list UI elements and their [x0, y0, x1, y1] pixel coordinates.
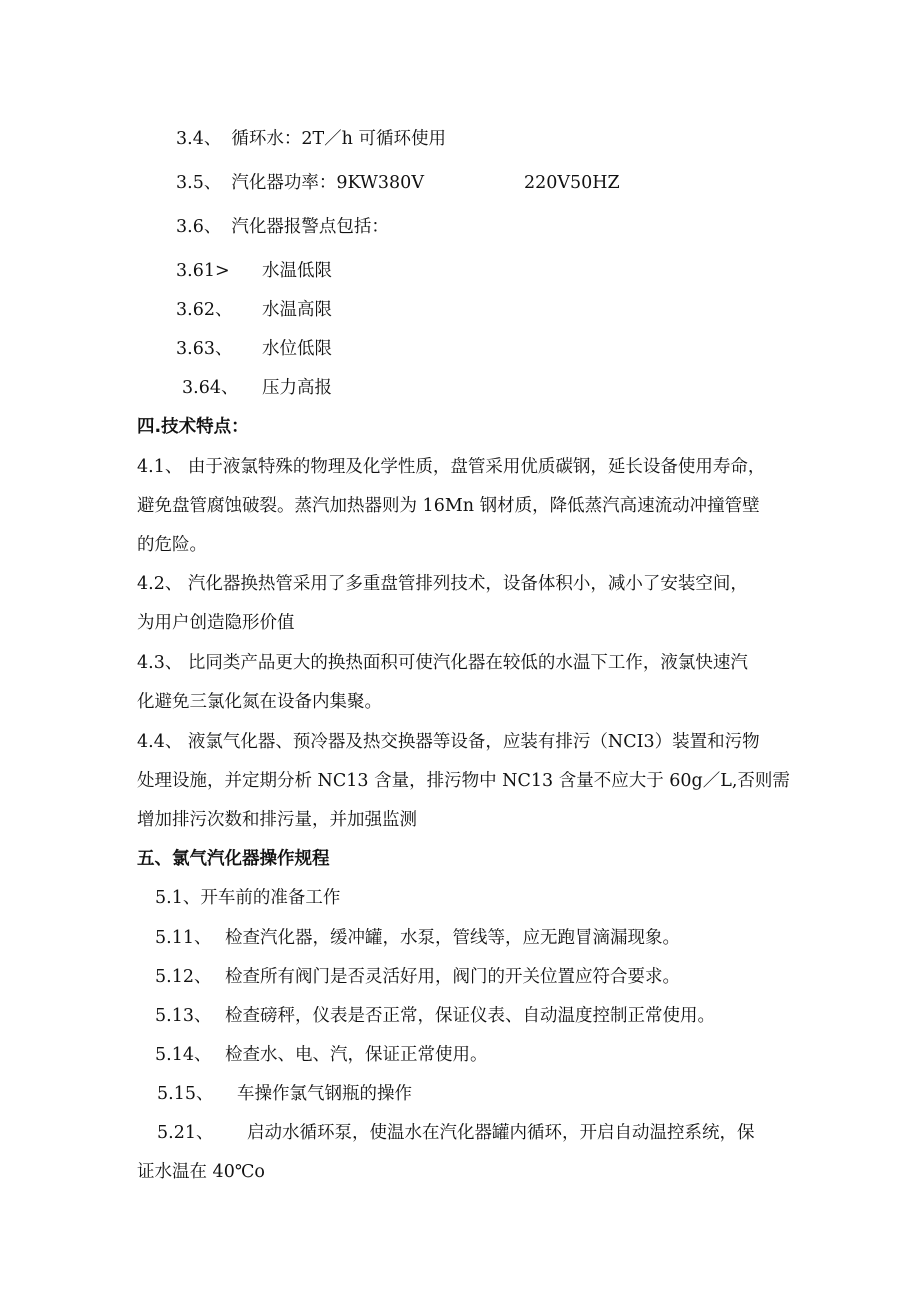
item-text: 水位低限 [262, 339, 332, 359]
item-number: 5.11、 [155, 928, 212, 948]
para-4-2-line-1: 4.2、 汽化器换热管采用了多重盘管排列技术，设备体积小，减小了安装空间， [137, 574, 748, 594]
para-4-4-line-2: 处理设施，并定期分析 NC13 含量，排污物中 NC13 含量不应大于 60g／L,否则需 [137, 771, 790, 791]
item-number: 3.6、 [176, 217, 222, 237]
item-text: 检查汽化器，缓冲罐，水泵，管线等，应无跑冒滴漏现象。 [225, 928, 680, 948]
para-4-2-line-2: 为用户创造隐形价值 [137, 613, 295, 633]
item-3-4 [176, 127, 446, 151]
para-4-3-line-1: 4.3、 比同类产品更大的换热面积可使汽化器在较低的水温下工作，液氯快速汽 [137, 653, 748, 673]
item-text: 启动水循环泵，使温水在汽化器罐内循环，开启自动温控系统，保 [247, 1123, 755, 1143]
item-3-62 [176, 298, 332, 322]
item-text: 检查磅秤，仪表是否正常，保证仪表、自动温度控制正常使用。 [225, 1006, 715, 1026]
item-5-21-line-2: 证水温在 40℃o [137, 1162, 265, 1182]
section-4-heading: 四.技术特点： [137, 417, 249, 437]
item-number: 3.4、 [176, 129, 222, 149]
item-3-64 [182, 376, 332, 400]
item-text: 汽化器报警点包括： [231, 217, 389, 237]
item-5-21-line-1 [157, 1121, 755, 1145]
item-number: 3.5、 [176, 173, 222, 193]
para-4-1-line-1: 4.1、 由于液氯特殊的物理及化学性质，盘管采用优质碳钢，延长设备使用寿命， [137, 457, 766, 477]
item-text: 水温高限 [262, 300, 332, 320]
item-text-voltage: 220V50HZ [523, 173, 620, 193]
item-5-11 [155, 926, 680, 950]
item-text: 车操作氯气钢瓶的操作 [237, 1084, 412, 1104]
para-4-4-line-1: 4.4、 液氯气化器、预冷器及热交换器等设备，应装有排污（NCI3）装置和污物 [137, 732, 760, 752]
item-text: 循环水：2T／h 可循环使用 [231, 129, 446, 149]
item-5-12 [155, 965, 680, 989]
item-text: 水温低限 [262, 261, 332, 281]
item-text: 压力高报 [262, 378, 332, 398]
item-5-14 [155, 1043, 488, 1067]
item-3-6 [176, 215, 389, 239]
item-number: 5.14、 [155, 1045, 212, 1065]
section-5-heading: 五、氯气汽化器操作规程 [137, 849, 330, 869]
item-number: 3.62、 [176, 300, 233, 320]
para-4-3-line-2: 化避免三氯化氮在设备内集聚。 [137, 692, 382, 712]
item-3-5 [176, 171, 620, 195]
item-5-15 [157, 1082, 412, 1106]
item-number: 3.64、 [182, 378, 239, 398]
item-3-63 [176, 337, 332, 361]
item-text: 汽化器功率：9KW380V [231, 173, 424, 193]
item-number: 5.13、 [155, 1006, 212, 1026]
item-number: 3.61> [176, 261, 230, 281]
item-number: 5.15、 [157, 1084, 214, 1104]
item-text: 检查水、电、汽，保证正常使用。 [225, 1045, 488, 1065]
item-5-13 [155, 1004, 715, 1028]
para-4-1-line-2: 避免盘管腐蚀破裂。蒸汽加热器则为 16Mn 钢材质，降低蒸汽高速流动冲撞管壁 [137, 496, 760, 516]
item-3-61 [176, 259, 332, 283]
item-text: 检查所有阀门是否灵活好用，阀门的开关位置应符合要求。 [225, 967, 680, 987]
item-number: 3.63、 [176, 339, 233, 359]
para-4-4-line-3: 增加排污次数和排污量，并加强监测 [137, 810, 417, 830]
para-4-1-line-3: 的危险。 [137, 535, 207, 555]
item-5-1: 5.1、开车前的准备工作 [155, 888, 341, 908]
item-number: 5.21、 [157, 1123, 214, 1143]
item-number: 5.12、 [155, 967, 212, 987]
